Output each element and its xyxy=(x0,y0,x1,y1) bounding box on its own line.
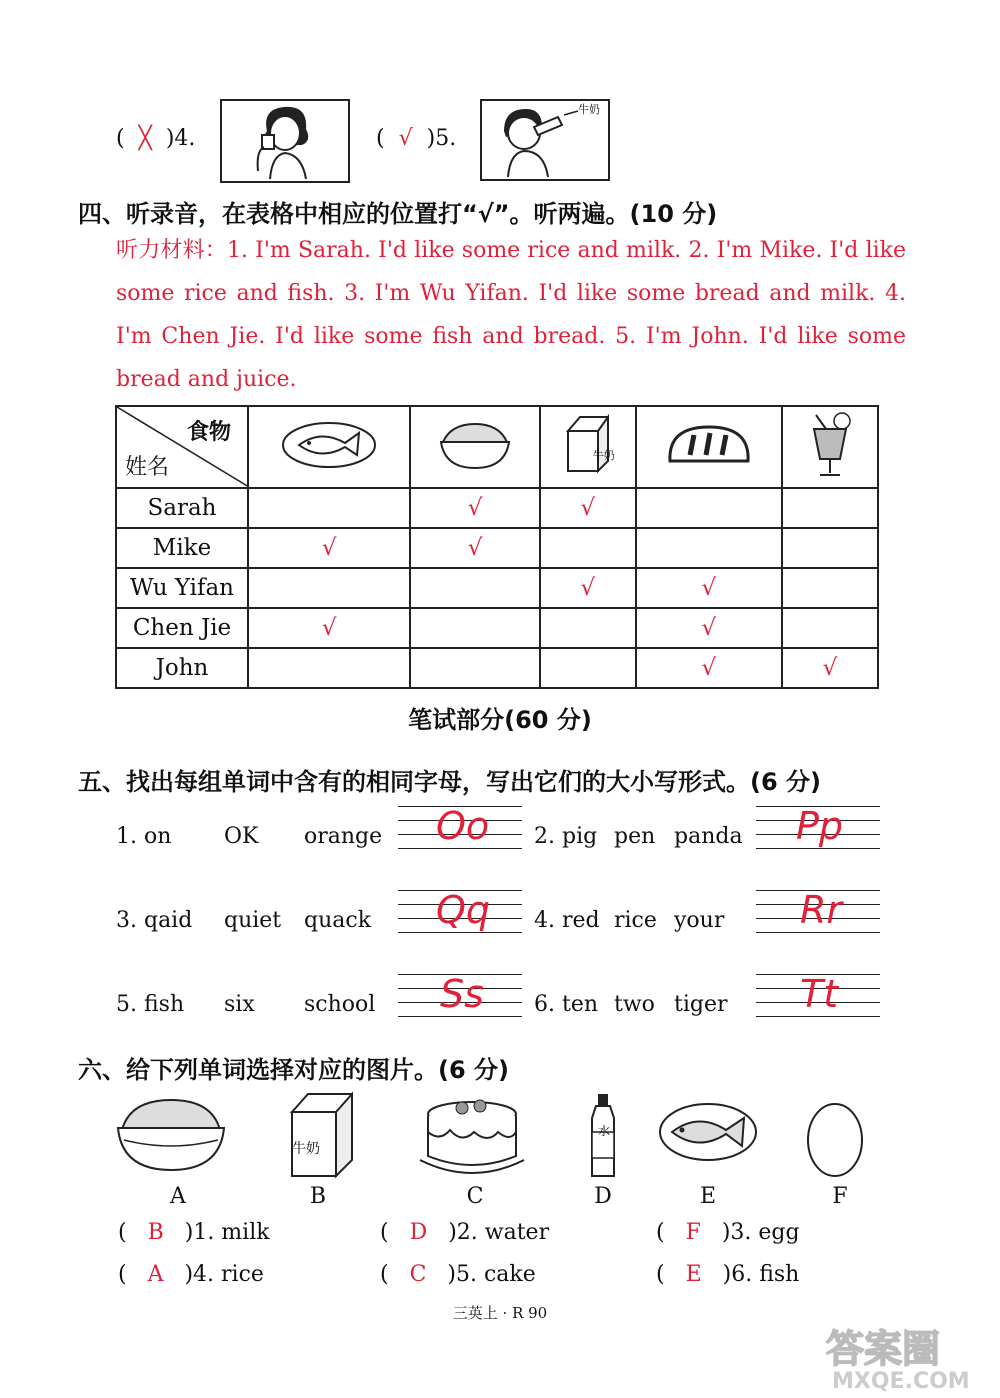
item-number: )5. xyxy=(426,126,457,151)
row-mark: √ xyxy=(540,488,636,528)
milk-carton-icon xyxy=(286,1090,358,1180)
paren-open: ( xyxy=(656,1220,665,1245)
answer-item xyxy=(380,1220,549,1245)
picture-letter: B xyxy=(309,1184,327,1209)
section4-title: 四、听录音，在表格中相应的位置打“√”。听两遍。(10 分) xyxy=(78,200,718,228)
table-row xyxy=(116,648,878,688)
row-mark xyxy=(540,648,636,688)
rice-bowl-icon xyxy=(437,416,513,472)
handwritten-answer: Oo xyxy=(436,804,490,848)
group-word: quack xyxy=(304,908,372,933)
header-bread xyxy=(636,406,782,488)
row-mark: √ xyxy=(636,568,782,608)
group-word: your xyxy=(674,908,725,933)
row-mark xyxy=(782,608,878,648)
row-mark xyxy=(410,648,539,688)
svg-text:MXQE.COM: MXQE.COM xyxy=(832,1369,970,1394)
row-mark: √ xyxy=(636,608,782,648)
item-number: )4. xyxy=(165,126,196,151)
table-row xyxy=(116,568,878,608)
row-name: John xyxy=(116,648,248,688)
row-mark: √ xyxy=(410,488,539,528)
egg-icon xyxy=(804,1100,866,1180)
check-mark: √ xyxy=(398,126,413,151)
answer-letter: F xyxy=(685,1220,701,1245)
listening-material: 听力材料：1. I'm Sarah. I'd like some rice and milk. 2. I'm Mike. I'd like some rice and fish. 3. I'm Wu Yifan. I'd like some bread and milk. 4. I'm Chen Jie. I'd like some fish and bread. 5. I'm John. I'd like some bread and juice. xyxy=(116,238,906,392)
answer-letter: A xyxy=(147,1262,164,1287)
header-fish xyxy=(248,406,410,488)
header-rice xyxy=(410,406,539,488)
group-word: pen xyxy=(614,824,656,849)
row-mark: √ xyxy=(636,648,782,688)
answer-letter: E xyxy=(685,1262,702,1287)
picture-letter: E xyxy=(699,1184,717,1209)
row-name: Sarah xyxy=(116,488,248,528)
group-word: panda xyxy=(674,824,743,849)
paren-open: ( xyxy=(118,1262,127,1287)
answer-word: )3. egg xyxy=(721,1220,800,1245)
section6-title: 六、给下列单词选择对应的图片。(6 分) xyxy=(78,1056,509,1084)
answer-item xyxy=(118,1220,270,1245)
row-mark: √ xyxy=(248,608,410,648)
answer-letter: C xyxy=(409,1262,427,1287)
row-name: Wu Yifan xyxy=(116,568,248,608)
group-word: 2. pig xyxy=(534,824,598,849)
answer-word: )2. water xyxy=(448,1220,550,1245)
group-word: 1. on xyxy=(116,824,172,849)
group-word: 4. red xyxy=(534,908,600,933)
row-name: Mike xyxy=(116,528,248,568)
row-mark xyxy=(782,528,878,568)
watermark-icon xyxy=(818,1318,994,1394)
answer-word: )6. fish xyxy=(722,1262,800,1287)
juice-icon xyxy=(802,409,858,479)
answer-item xyxy=(118,1262,264,1287)
group-word: 5. fish xyxy=(116,992,185,1017)
bread-icon xyxy=(666,421,752,467)
answer-letter: D xyxy=(409,1220,428,1245)
group-word: rice xyxy=(614,908,657,933)
bottle-text: 水 xyxy=(598,1124,611,1138)
boy-drinking-milk-picture xyxy=(480,99,610,181)
carton-text: 牛奶 xyxy=(292,1141,320,1157)
paren-open: ( xyxy=(118,1220,127,1245)
row-mark: √ xyxy=(248,528,410,568)
group-word: two xyxy=(614,992,655,1017)
header-corner-cell xyxy=(116,406,248,488)
item4-answer xyxy=(116,126,195,151)
row-mark xyxy=(248,648,410,688)
row-mark xyxy=(540,528,636,568)
section5-title: 五、找出每组单词中含有的相同字母，写出它们的大小写形式。(6 分) xyxy=(78,768,821,796)
girl-drinking-picture xyxy=(220,99,350,183)
group-word: orange xyxy=(304,824,383,849)
row-mark: √ xyxy=(410,528,539,568)
table-row xyxy=(116,488,878,528)
page-footer: 三英上 · R 90 xyxy=(452,1304,548,1322)
handwritten-answer: Rr xyxy=(800,888,843,932)
item5-answer xyxy=(376,126,456,151)
picture-letter: C xyxy=(466,1184,484,1209)
header-name: 姓名 xyxy=(125,455,170,480)
row-mark xyxy=(636,528,782,568)
paren-open: ( xyxy=(380,1220,389,1245)
row-mark: √ xyxy=(540,568,636,608)
group-word: 6. ten xyxy=(534,992,599,1017)
picture-letter: A xyxy=(170,1184,186,1209)
row-name: Chen Jie xyxy=(116,608,248,648)
girl-drinking-icon xyxy=(222,101,348,181)
picture-letter: D xyxy=(594,1184,612,1209)
svg-text:答案圈: 答案圈 xyxy=(826,1327,941,1371)
paren-open: ( xyxy=(376,126,385,151)
answer-item xyxy=(656,1220,800,1245)
row-mark xyxy=(410,568,539,608)
fish-plate-icon xyxy=(658,1100,758,1164)
paren-open: ( xyxy=(656,1262,665,1287)
handwritten-answer: Ss xyxy=(440,972,484,1016)
fish-plate-icon xyxy=(281,419,377,469)
handwritten-answer: Tt xyxy=(800,972,839,1016)
answer-item xyxy=(656,1262,799,1287)
handwritten-answer: Pp xyxy=(796,804,844,848)
row-mark xyxy=(782,488,878,528)
watermark-logo xyxy=(818,1318,994,1394)
answer-word: )4. rice xyxy=(184,1262,264,1287)
row-mark xyxy=(248,488,410,528)
group-word: 3. qaid xyxy=(116,908,193,933)
picture-letter: F xyxy=(832,1184,848,1209)
row-mark: √ xyxy=(782,648,878,688)
paren-open: ( xyxy=(380,1262,389,1287)
group-word: quiet xyxy=(224,908,282,933)
paren-open: ( xyxy=(116,126,125,151)
table-row xyxy=(116,608,878,648)
answer-letter: B xyxy=(147,1220,164,1245)
row-mark xyxy=(782,568,878,608)
milk-label: 牛奶 xyxy=(578,103,600,116)
group-word: six xyxy=(224,992,255,1017)
header-juice xyxy=(782,406,878,488)
row-mark xyxy=(540,608,636,648)
answer-word: )5. cake xyxy=(447,1262,536,1287)
written-part-title: 笔试部分(60 分) xyxy=(408,706,592,734)
row-mark xyxy=(410,608,539,648)
group-word: school xyxy=(304,992,376,1017)
carton-text: 牛奶 xyxy=(592,449,615,462)
header-milk xyxy=(540,406,636,488)
answer-word: )1. milk xyxy=(184,1220,270,1245)
cross-mark: ╳ xyxy=(138,126,152,151)
group-word: tiger xyxy=(674,992,728,1017)
cake-icon xyxy=(418,1094,526,1180)
group-word: OK xyxy=(224,824,259,849)
answer-item xyxy=(380,1262,536,1287)
food-table xyxy=(115,405,879,689)
table-row xyxy=(116,528,878,568)
header-food: 食物 xyxy=(186,420,231,445)
row-mark xyxy=(248,568,410,608)
milk-carton-icon xyxy=(560,413,616,475)
row-mark xyxy=(636,488,782,528)
handwritten-answer: Qq xyxy=(436,888,491,932)
rice-bowl-icon xyxy=(114,1094,228,1174)
